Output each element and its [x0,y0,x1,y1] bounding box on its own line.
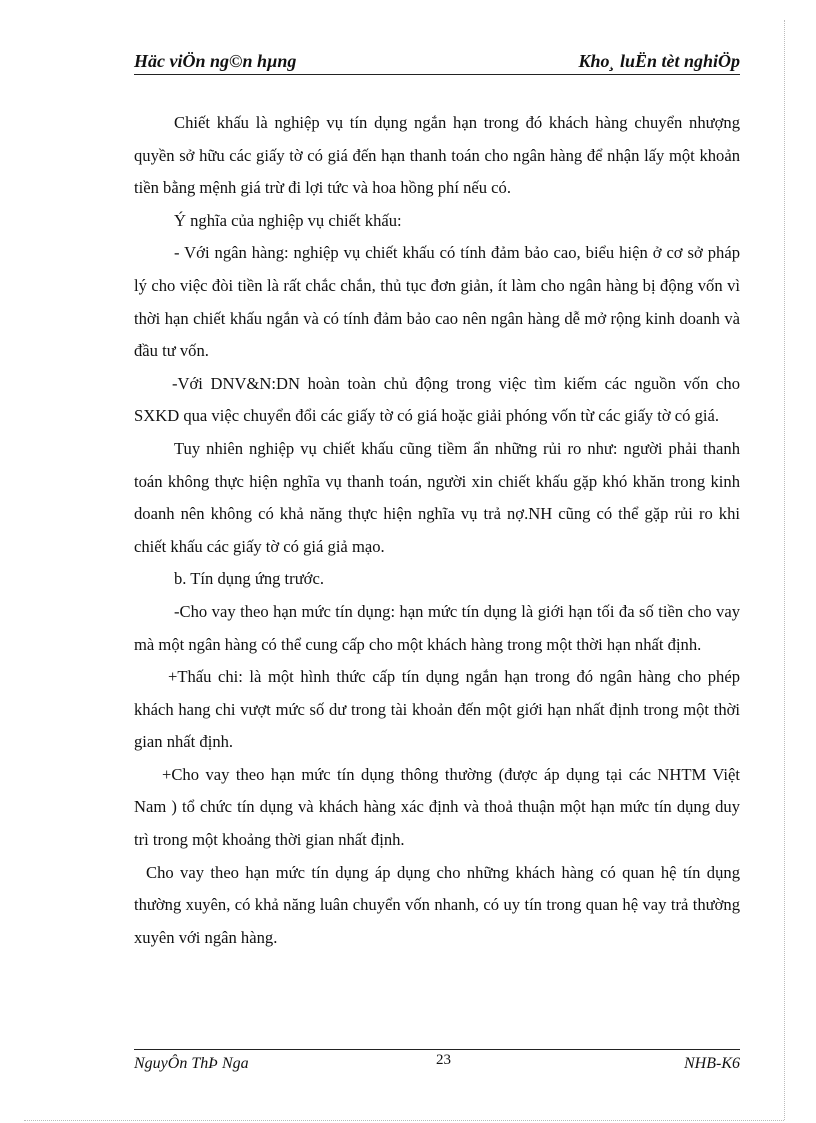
header-document-type: Kho¸ luËn tèt nghiÖp [578,51,740,71]
paragraph-bank-benefit: - Với ngân hàng: nghiệp vụ chiết khấu có tính đảm bảo cao, biểu hiện ở cơ sở pháp lý cho việc đòi tiền là rất chắc chắn, thủ tục đơn giản, ít làm cho ngân hàng bị động vốn vì thời hạn chiết khấu ngắn và có tính đảm bảo cao nên ngân hàng dễ mở rộng kinh doanh và đầu tư vốn. [134,243,740,361]
paragraph-credit-limit-applicability: Cho vay theo hạn mức tín dụng áp dụng cho những khách hàng có quan hệ tín dụng thường xuyên, có khả năng luân chuyển vốn nhanh, có uy tín trong quan hệ vay trả thường xuyên với ngân hàng. [134,862,740,947]
paragraph-discount-risks: Tuy nhiên nghiệp vụ chiết khấu cũng tiềm ẩn những rủi ro như: người phải thanh toán không thực hiện nghĩa vụ thanh toán, người xin chiết khấu gặp khó khăn trong kinh doanh nên không có khả năng thực hiện nghĩa vụ trả nợ.NH cũng có thể gặp rủi ro khi chiết khấu các giấy tờ có giá giả mạo. [134,438,740,556]
document-body [134,107,740,954]
page-header [134,50,740,75]
footer-author: NguyÔn ThÞ Nga [134,1055,249,1072]
page-number: 23 [436,1052,451,1068]
paragraph-overdraft: +Thấu chi: là một hình thức cấp tín dụng ngắn hạn trong đó ngân hàng cho phép khách hang chi vượt mức số dư trong tài khoản đến một giới hạn nhất định trong một thời gian nhất định. [134,667,740,752]
paragraph-discount-definition: Chiết khấu là nghiệp vụ tín dụng ngắn hạn trong đó khách hàng chuyển nhượng quyền sở hữu các giấy tờ có giá đến hạn thanh toán cho ngân hàng để nhận lấy một khoản tiền bằng mệnh giá trừ đi lợi tức và hoa hồng phí nếu có. [134,113,740,198]
paragraph-discount-meaning-heading: Ý nghĩa của nghiệp vụ chiết khấu: [174,210,402,230]
page-border-right [784,20,785,1120]
footer-class-code: NHB-K6 [684,1055,740,1072]
footer-divider [134,1049,740,1050]
paragraph-regular-credit-limit: +Cho vay theo hạn mức tín dụng thông thường (được áp dụng tại các NHTM Việt Nam ) tổ chức tín dụng và khách hàng xác định và thoả thuận một hạn mức tín dụng duy trì trong một khoảng thời gian nhất định. [134,764,740,850]
paragraph-sme-benefit: -Với DNV&N:DN hoàn toàn chủ động trong việc tìm kiếm các nguồn vốn cho SXKD qua việc chuyển đổi các giấy tờ có giá hoặc giải phóng vốn từ các giấy tờ có giá. [134,373,740,426]
paragraph-credit-limit-lending: -Cho vay theo hạn mức tín dụng: hạn mức tín dụng là giới hạn tối đa số tiền cho vay mà một ngân hàng có thể cung cấp cho một khách hàng trong một thời hạn nhất định. [134,601,740,654]
header-institution: Häc viÖn ng©n hµng [134,51,297,71]
page-border-bottom [24,1120,784,1121]
section-heading-advance-credit: b. Tín dụng ứng trước. [174,569,324,589]
